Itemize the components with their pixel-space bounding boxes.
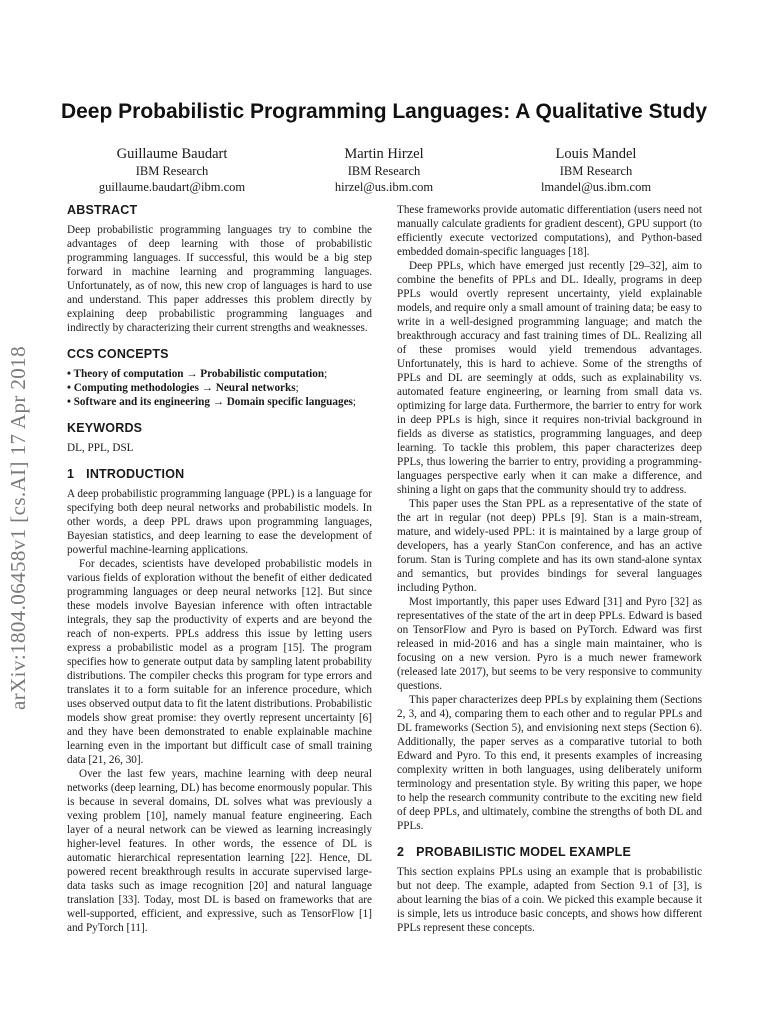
abstract-text: Deep probabilistic programming languages try to combine the advantages of deep learning with those of probabilistic programming languages. If successful, this would be a big step forward in machine learning and programming languages. Unfortunately, as of now, this new crop of languages is hard to use and understand. This paper addresses this problem directly by explaining deep probabilistic programming languages and indirectly by characterizing their current strengths and weaknesses.	[67, 224, 372, 334]
keywords-heading: KEYWORDS	[67, 421, 143, 435]
body-paragraph: This paper uses the Stan PPL as a representative of the state of the art in regular (not deep) PPLs [9]. Stan is a main-stream, mature, and widely-used PPL: it is maintained by a large group of developers, has a yearly StanCon conference, and has an active forum. Stan is Turing complete and has its own stand-alone syntax and semantics, but provides bindings for several languages including Python.	[397, 498, 702, 594]
author-2	[284, 145, 484, 195]
intro-paragraph: Over the last few years, machine learning with deep neural networks (deep learning, DL) has become enormously popular. This is because in several domains, DL solves what was previously a vexing problem [10], namely manual feature engineering. Each layer of a neural network can be viewed as learning increasingly higher-level features. In other words, the essence of DL is automatic hierarchical representation learning [22]. Hence, DL powered recent breakthrough results in accurate supervised large-data tasks such as image recognition [20] and natural language translation [33]. Today, most DL is based on frameworks that are well-supported, efficient, and expressive, such as TensorFlow [1] and PyTorch [11].	[67, 768, 372, 934]
author-block	[60, 145, 708, 195]
intro-paragraph: A deep probabilistic programming language (PPL) is a language for specifying both deep neural networks and probabilistic models. In other words, a deep PPL draws upon programming languages, Bayesian statistics, and deep learning to ease the development of powerful machine-learning applications.	[67, 488, 372, 556]
body-paragraph: Most importantly, this paper uses Edward [31] and Pyro [32] as representatives of the state of the art in deep PPLs. Edward is based on TensorFlow and Pyro is based on PyTorch. Edward was first released in mid-2016 and has a single main maintainer, who is focusing on a new version. Pyro is a much newer framework (released late 2017), but seems to be very responsive to community questions.	[397, 596, 702, 692]
arxiv-sidebar	[6, 270, 54, 710]
ccs-item: • Theory of computation → Probabilistic computation;	[67, 368, 328, 380]
ccs-item: • Software and its engineering → Domain specific languages;	[67, 396, 356, 408]
author-name: Louis Mandel	[555, 146, 637, 162]
ccs-heading: CCS CONCEPTS	[67, 347, 169, 361]
body-paragraph: This paper characterizes deep PPLs by explaining them (Sections 2, 3, and 4), comparing them to each other and to regular PPLs and DL frameworks (Section 5), and envisioning next steps (Section 6). Additionally, the paper serves as a comparative tutorial to both Edward and Pyro. To this end, it presents examples of increasing complexity written in both languages, using deliberately uniform terminology and presentation style. By writing this paper, we hope to help the research community contribute to the exciting new field of deep PPLs, and ultimately, combine the strengths of both DL and PPLs.	[397, 694, 702, 832]
intro-heading: 1 INTRODUCTION	[67, 467, 185, 481]
author-name: Martin Hirzel	[344, 146, 424, 162]
keywords-text: DL, PPL, DSL	[67, 442, 134, 454]
ccs-list	[67, 367, 372, 409]
author-email: lmandel@us.ibm.com	[540, 180, 652, 194]
abstract-heading: ABSTRACT	[67, 203, 138, 217]
paper-title: Deep Probabilistic Programming Languages: A Qualitative Study	[60, 100, 708, 123]
author-email: hirzel@us.ibm.com	[334, 180, 434, 194]
intro-paragraph: For decades, scientists have developed probabilistic models in various fields of exploration without the benefit of either dedicated programming languages or deep neural networks [12]. But since these models involve Bayesian inference with often intractable integrals, they sap the productivity of experts and are beyond the reach of non-experts. PPLs address this issue by letting users express a probabilistic model as a program [15]. The program specifies how to generate output data by sampling latent probability distributions. The compiler checks this program for type errors and translates it to a form suitable for an inference procedure, which uses observed output data to fit the latent distributions. Probabilistic models show great promise: they overtly represent uncertainty [6] and they have been demonstrated to enable explainable machine learning even in the important but difficult case of small training data [21, 26, 30].	[67, 558, 372, 766]
author-email: guillaume.baudart@ibm.com	[98, 180, 246, 194]
body-paragraph: These frameworks provide automatic differentiation (users need not manually calculate gradients for gradient descent), GPU support (to efficiently execute vectorized computations), and Python-based embedded domain-specific languages [18].	[397, 204, 702, 258]
author-3	[496, 145, 696, 195]
author-affiliation: IBM Research	[347, 164, 421, 178]
body-paragraph: Deep PPLs, which have emerged just recently [29–32], aim to combine the benefits of PPLs and DL. Ideally, programs in deep PPLs would overtly represent uncertainty, yield explainable models, and require only a small amount of training data; be easy to write in a well-designed programming language; and match the breakthrough accuracy and fast training times of DL. Realizing all of these promises would yield tremendous advantages. Unfortunately, this is hard to achieve. Some of the strengths of PPLs and DL are seemingly at odds, such as explainability vs. automated feature engineering, or learning from small data vs. optimizing for large data. Furthermore, the barrier to entry for work in deep PPLs is high, since it requires non-trivial background in fields as diverse as statistics, programming languages, and deep learning. To tackle this problem, this paper characterizes deep PPLs, thus lowering the barrier to entry, providing a programming-languages perspective early when it can make a difference, and shining a light on gaps that the community should try to address.	[397, 260, 702, 496]
author-affiliation: IBM Research	[559, 164, 633, 178]
section2-text: This section explains PPLs using an example that is probabilistic but not deep. The example, adapted from Section 9.1 of [3], is about learning the bias of a coin. We picked this example because it is simple, lets us introduce basic concepts, and shows how different PPLs represent these concepts.	[397, 866, 702, 934]
author-name: Guillaume Baudart	[116, 146, 228, 162]
arxiv-identifier: arXiv:1804.06458v1 [cs.AI] 17 Apr 2018	[6, 346, 30, 710]
left-column	[67, 203, 372, 935]
ccs-item: • Computing methodologies → Neural networks;	[67, 382, 299, 394]
section2-heading: 2 PROBABILISTIC MODEL EXAMPLE	[397, 845, 632, 859]
author-1	[72, 145, 272, 195]
author-affiliation: IBM Research	[135, 164, 209, 178]
right-column	[397, 203, 702, 935]
